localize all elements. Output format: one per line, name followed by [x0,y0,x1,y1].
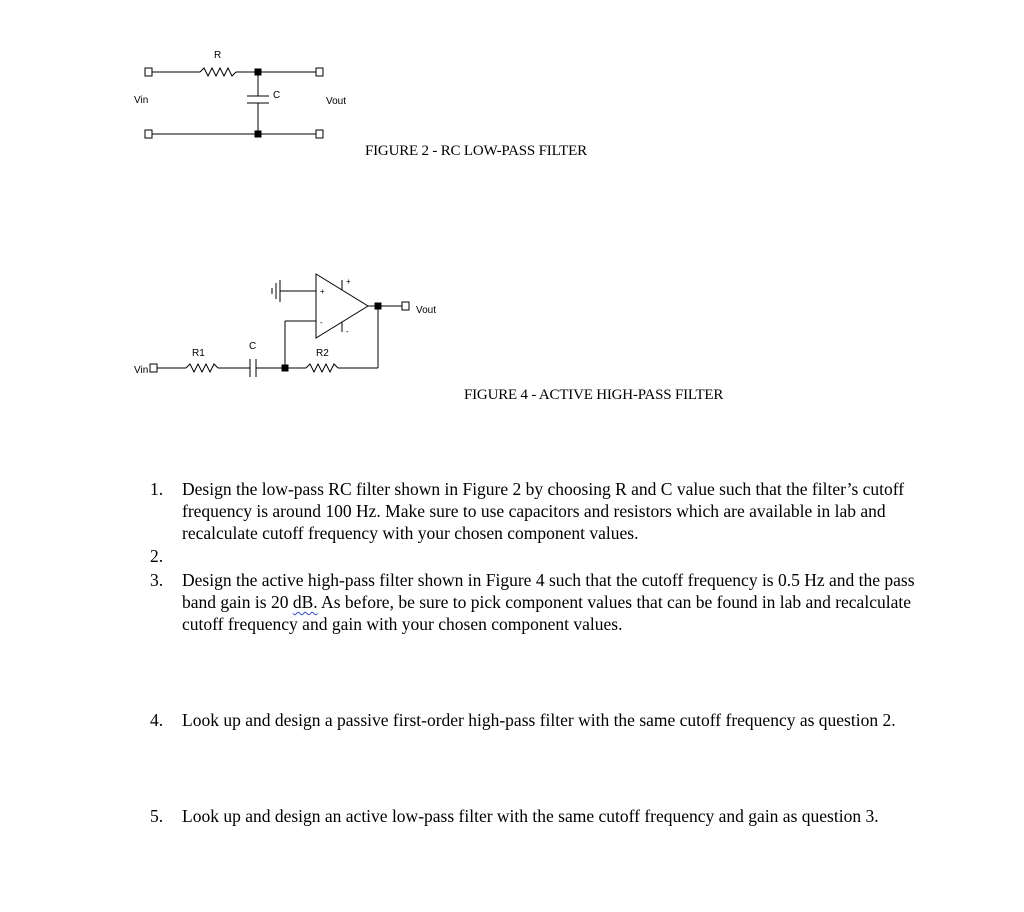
question-text: Look up and design an active low-pass filter with the same cutoff frequency and gain as question 3. [182,806,879,826]
resistor-r [200,68,236,76]
label-vin: Vin [134,95,149,106]
label-vout: Vout [416,305,437,316]
terminal-vin [150,364,157,372]
resistor-r1 [186,364,218,372]
spellcheck-marked-word: dB. [292,592,318,612]
terminal-vin-bottom [145,130,152,138]
question-number: 1. [150,479,164,499]
opamp-supply-minus: - [346,327,349,336]
figure-2-caption: FIGURE 2 - RC LOW-PASS FILTER [365,143,587,159]
opamp-minus-input: - [320,318,323,327]
question-text: Look up and design a passive first-order high-pass filter with the same cutoff frequency as question 2. [182,710,896,730]
terminal-vout [402,302,409,310]
terminal-vout-bottom [316,130,323,138]
label-vin: Vin [134,365,149,376]
resistor-r2 [306,364,338,372]
terminal-vout-top [316,68,323,76]
junction-output [375,303,381,309]
label-r: R [214,50,222,61]
label-vout: Vout [326,96,347,107]
figure-4-schematic [150,274,409,377]
question-number: 2. [150,546,164,566]
label-r1: R1 [192,348,205,359]
figure-4-caption: FIGURE 4 - ACTIVE HIGH-PASS FILTER [464,387,724,403]
figure-2-schematic [145,68,323,138]
question-text-start: Design the active high-pass filter shown in Figure 4 such that the cutoff frequency is 0.5 Hz and the pass band gain is 20 [182,570,915,612]
opamp-supply-plus: + [346,277,351,286]
junction-top [255,69,261,75]
question-number: 3. [150,570,164,590]
opamp-plus-input: + [320,287,325,296]
label-c: C [249,341,257,352]
junction-bottom [255,131,261,137]
question-number: 4. [150,710,164,730]
label-r2: R2 [316,348,329,359]
question-text-end: As before, be sure to pick component values that can be found in lab and recalculate cutoff frequency and gain with your chosen component values. [182,592,911,634]
question-text: Design the low-pass RC filter shown in Figure 2 by choosing R and C value such that the filter’s cutoff frequency is around 100 Hz. Make sure to use capacitors and resistors which are available in lab and recalculate cutoff frequency with your chosen component values. [182,479,905,543]
junction-input [282,365,288,371]
question-text [182,569,932,635]
terminal-vin-top [145,68,152,76]
label-c: C [273,90,281,101]
question-number: 5. [150,806,164,826]
